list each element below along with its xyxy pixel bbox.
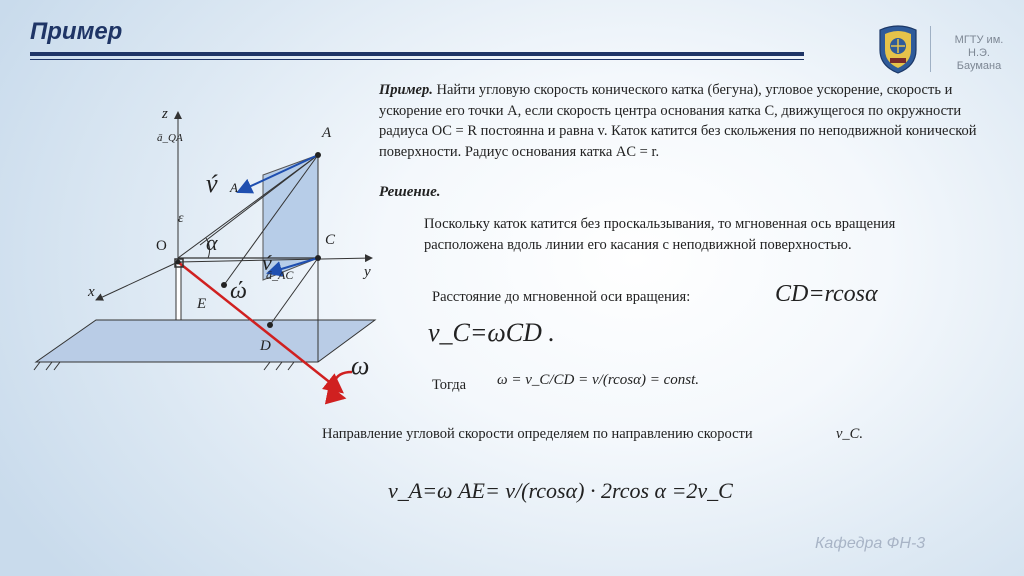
solution-heading: Решение.: [379, 184, 441, 200]
va-formula: v_A=ω AE= v/(rcosα) · 2rcos α =2v_C: [388, 478, 733, 503]
direction-text: Направление угловой скорости определяем по направлению скорости: [322, 426, 753, 442]
task-label: Пример.: [379, 82, 433, 98]
task-statement: [379, 80, 1004, 162]
label-aAC: ā_AC: [266, 268, 294, 282]
label-D: D: [260, 338, 271, 354]
label-y: y: [364, 264, 371, 280]
point-A: [315, 152, 321, 158]
label-vc: v́: [262, 250, 272, 275]
label-aQA: ā_QA: [157, 132, 183, 144]
label-alpha: α: [206, 230, 218, 255]
department-footer: Кафедра ФН-3: [815, 535, 926, 552]
omega-curl-icon: [334, 372, 352, 398]
point-O: [176, 260, 181, 265]
direction-variable: v_C.: [836, 426, 863, 442]
org-line: Н.Э.: [968, 47, 990, 59]
label-x: x: [88, 284, 95, 300]
support-post: [176, 262, 181, 320]
label-A: A: [322, 125, 332, 141]
label-eps: ε: [178, 211, 184, 226]
x-axis: [96, 262, 178, 300]
togda-text: Тогда: [432, 377, 467, 393]
label-vA: v́: [206, 169, 218, 198]
vc-formula: v_C=ωCD .: [428, 318, 555, 347]
title-rule: [30, 52, 804, 56]
logo-separator: [930, 26, 931, 72]
university-emblem-icon: [876, 22, 920, 74]
org-line: МГТУ им.: [954, 34, 1004, 46]
slide-title: Пример: [30, 18, 123, 45]
point-C: [315, 255, 321, 261]
label-z: z: [162, 106, 168, 122]
label-vA-sub: A: [230, 180, 238, 195]
label-O: O: [156, 238, 167, 254]
label-omega: ω: [351, 351, 370, 380]
point-D: [267, 322, 273, 328]
title-rule-thin: [30, 59, 804, 60]
distance-text: Расстояние до мгновенной оси вращения:: [432, 289, 691, 305]
org-line: Баумана: [956, 60, 1002, 72]
ground-hatching: [34, 362, 294, 370]
label-E: E: [197, 296, 207, 312]
solution-paragraph: Поскольку каток катится без проскальзывания, то мгновенная ось вращения расположена вдоль линии его касания с неподвижной поверхностью.: [424, 216, 896, 253]
point-E: [221, 282, 227, 288]
cone-roller-diagram: [0, 95, 390, 405]
label-C: C: [325, 232, 336, 248]
ground-plane: [36, 320, 375, 362]
cd-formula: CD=rcosα: [775, 281, 878, 307]
label-omega-dot: ώ: [230, 278, 247, 304]
task-text: Найти угловую скорость конического катка (бегуна), угловое ускорение, скорость и ускорение его точки A, если скорость центра основания катка C, движущегося по окружности радиуса OC = R постоянна и равна v. Каток катится без скольжения по неподвижной конической поверхности. Радиус основания катка AC = r.: [379, 82, 977, 160]
organization-name: [944, 34, 1014, 73]
omega-formula: ω = v_C/CD = v/(rcosα) = const.: [497, 372, 700, 388]
